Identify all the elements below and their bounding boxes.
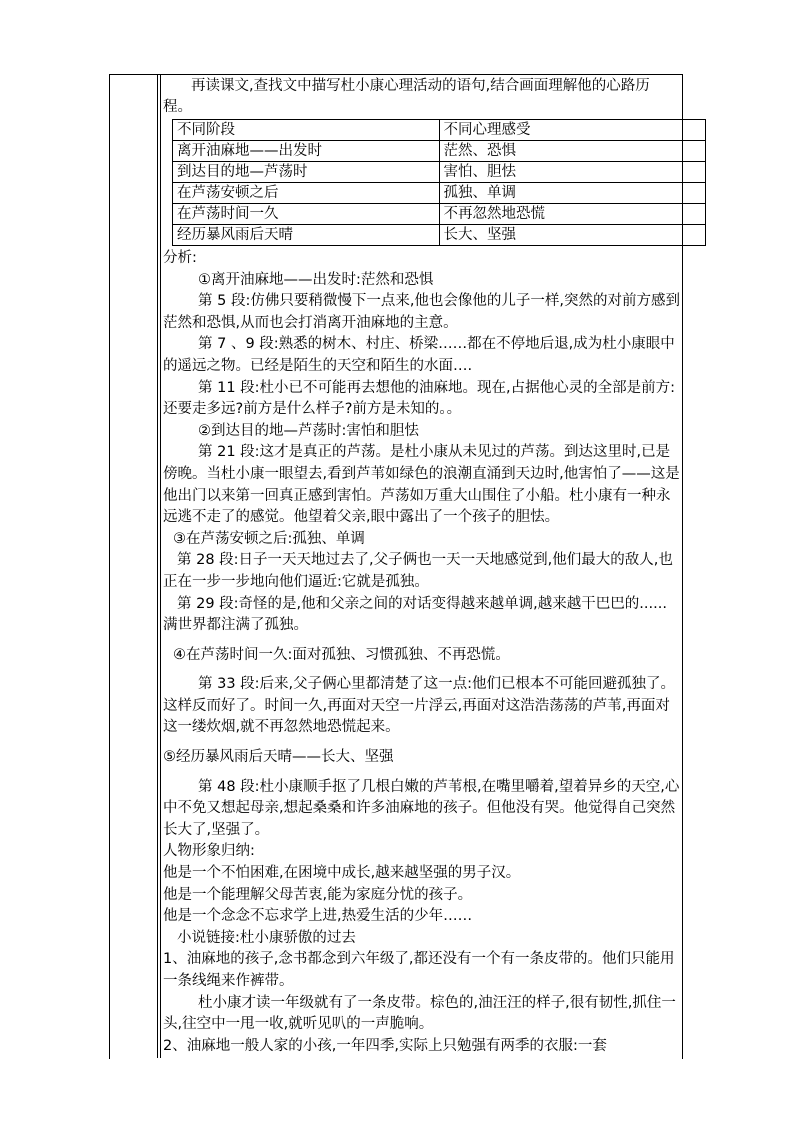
stage3-para: 第 28 段:日子一天天地过去了,父子俩也一天一天地感觉到,他们最大的敌人,也正在一步一步地向他们逼近:它就是孤独。 [163,552,673,590]
table-cell: 在芦荡安顿之后 [173,183,440,204]
stage2-para: 第 21 段:这才是真正的芦荡。是杜小康从未见过的芦荡。到达这里时,已是傍晚。当杜小康一眼望去,看到芦苇如绿色的浪潮直涌到天边时,他害怕了——这是他出门以来第一回真正感到害怕。芦荡如万重大山围住了小船。杜小康有一种永远逃不走了的感觉。他望着父亲,眼中露出了一个孩子的胆怯。 [163,444,680,526]
stage4-title: ④在芦荡时间一久:面对孤独、习惯孤独、不再恐慌。 [173,646,510,663]
table-row [173,183,706,204]
stage2-title: ②到达目的地—芦荡时:害怕和胆怯 [198,422,419,439]
table-cell: 离开油麻地——出发时 [173,141,440,162]
summary-item: 他是一个能理解父母苦衷,能为家庭分忧的孩子。 [163,886,473,903]
table-row [173,204,706,225]
intro-block [163,76,678,118]
table-row [173,162,706,183]
intro-text: 再读课文,查找文中描写杜小康心理活动的语句,结合画面理解他的心路历程。 [163,78,650,115]
stage4-para: 第 33 段:后来,父子俩心里都清楚了这一点:他们已根本不可能回避孤独了。这样反而好了。时间一久,再面对天空一片浮云,再面对这浩浩荡荡的芦苇,再面对这一缕炊烟,就不再忽然地恐慌起来。 [163,676,676,736]
stage5-title: ⑤经历暴风雨后天晴——长大、坚强 [163,749,394,766]
left-column [109,74,158,1058]
table-row [173,120,706,141]
narrow-column [157,74,161,1058]
stage5-para: 第 48 段:杜小康顺手抠了几根白嫩的芦苇根,在嘴里嚼着,望着异乡的天空,心中不免又想起母亲,想起桑桑和许多油麻地的孩子。但他没有哭。他觉得自己突然长大了,坚强了。 [163,778,680,838]
table-cell: 害怕、胆怯 [439,162,706,183]
link-para: 2、油麻地一般人家的小孩,一年四季,实际上只勉强有两季的衣服:一套 [163,1037,607,1054]
stage1-para: 第 11 段:杜小已不可能再去想他的油麻地。现在,占据他心灵的全部是前方:还要走多远?前方是什么样子?前方是未知的。。 [163,379,676,418]
summary-item: 他是一个不怕困难,在困境中成长,越来越坚强的男子汉。 [163,865,521,882]
table-cell: 茫然、恐惧 [439,141,706,162]
summary-item: 他是一个念念不忘求学上进,热爱生活的少年…… [163,908,473,925]
stage3-para: 第 29 段:奇怪的是,他和父亲之间的对话变得越来越单调,越来越干巴巴的......满世界都注满了孤独。 [163,595,667,634]
stage3-title: ③在芦荡安顿之后:孤独、单调 [173,530,365,547]
table-cell: 长大、坚强 [439,225,706,246]
table-header-cell: 不同阶段 [173,120,440,141]
analysis-label: 分析: [163,250,197,266]
table-cell: 在芦荡时间一久 [173,204,440,225]
stage1-title: ①离开油麻地——出发时:茫然和恐惧 [198,271,434,288]
stage1-para: 第 7 、9 段:熟悉的树木、村庄、桥梁……都在不停地后退,成为杜小康眼中的遥远之物。已经是陌生的天空和陌生的水面…. [163,336,675,374]
link-title: 小说链接:杜小康骄傲的过去 [177,929,356,946]
table-row [173,225,706,246]
stages-table [172,119,706,246]
link-para: 1、油麻地的孩子,念书都念到六年级了,都还没有一个有一条皮带的。他们只能用一条线绳来作裤带。 [163,951,675,989]
summary-label: 人物形象归纳: [163,843,255,860]
analysis-block [163,248,681,1057]
table-cell: 经历暴风雨后天晴 [173,225,440,246]
table-header-cell: 不同心理感受 [439,120,706,141]
stage1-para: 第 5 段:仿佛只要稍微慢下一点来,他也会像他的儿子一样,突然的对前方感到茫然和恐惧,从而也会打消离开油麻地的主意。 [163,293,681,331]
table-cell: 不再忽然地恐慌 [439,204,706,225]
table-cell: 孤独、单调 [439,183,706,204]
link-para: 杜小康才读一年级就有了一条皮带。棕色的,油汪汪的样子,很有韧性,抓住一头,往空中一甩一收,就听见叭的一声脆响。 [163,994,676,1033]
table-cell: 到达目的地—芦荡时 [173,162,440,183]
table-row [173,141,706,162]
